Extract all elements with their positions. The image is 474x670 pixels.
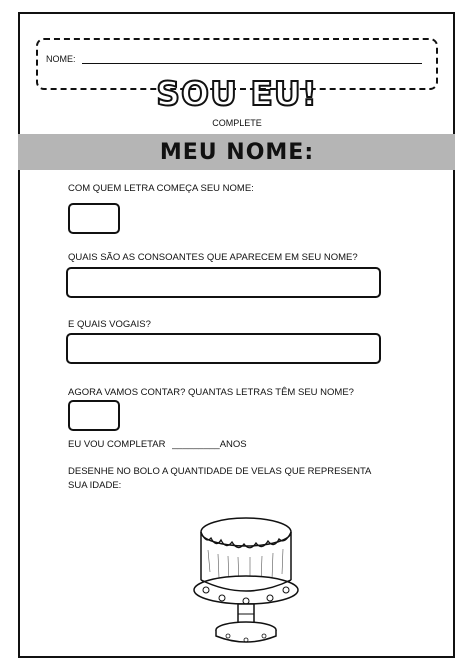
question-age — [68, 439, 247, 450]
page-subtitle: COMPLETE — [212, 118, 262, 128]
answer-box-first-letter[interactable] — [68, 203, 120, 234]
question-draw-candles-line1: DESENHE NO BOLO A QUANTIDADE DE VELAS QUE REPRESENTA — [68, 466, 372, 477]
answer-box-letter-count[interactable] — [68, 400, 120, 431]
name-underline[interactable] — [82, 63, 422, 64]
name-label: NOME: — [46, 54, 76, 64]
age-blank[interactable]: _________ — [172, 439, 220, 450]
section-title: MEU NOME: — [159, 140, 315, 165]
age-text-before: EU VOU COMPLETAR — [68, 439, 166, 450]
cake-icon[interactable] — [190, 510, 302, 650]
answer-box-consonants[interactable] — [66, 267, 381, 298]
age-text-after: ANOS — [219, 439, 247, 450]
question-draw-candles-line2: SUA IDADE: — [68, 480, 122, 491]
question-first-letter: COM QUEM LETRA COMEÇA SEU NOME: — [68, 183, 254, 194]
question-vowels: E QUAIS VOGAIS? — [68, 319, 151, 330]
page-title: SOU EU! — [156, 74, 318, 113]
question-letter-count: AGORA VAMOS CONTAR? QUANTAS LETRAS TÊM SEU NOME? — [68, 387, 354, 398]
question-consonants: QUAIS SÃO AS CONSOANTES QUE APARECEM EM SEU NOME? — [68, 252, 358, 263]
answer-box-vowels[interactable] — [66, 333, 381, 364]
